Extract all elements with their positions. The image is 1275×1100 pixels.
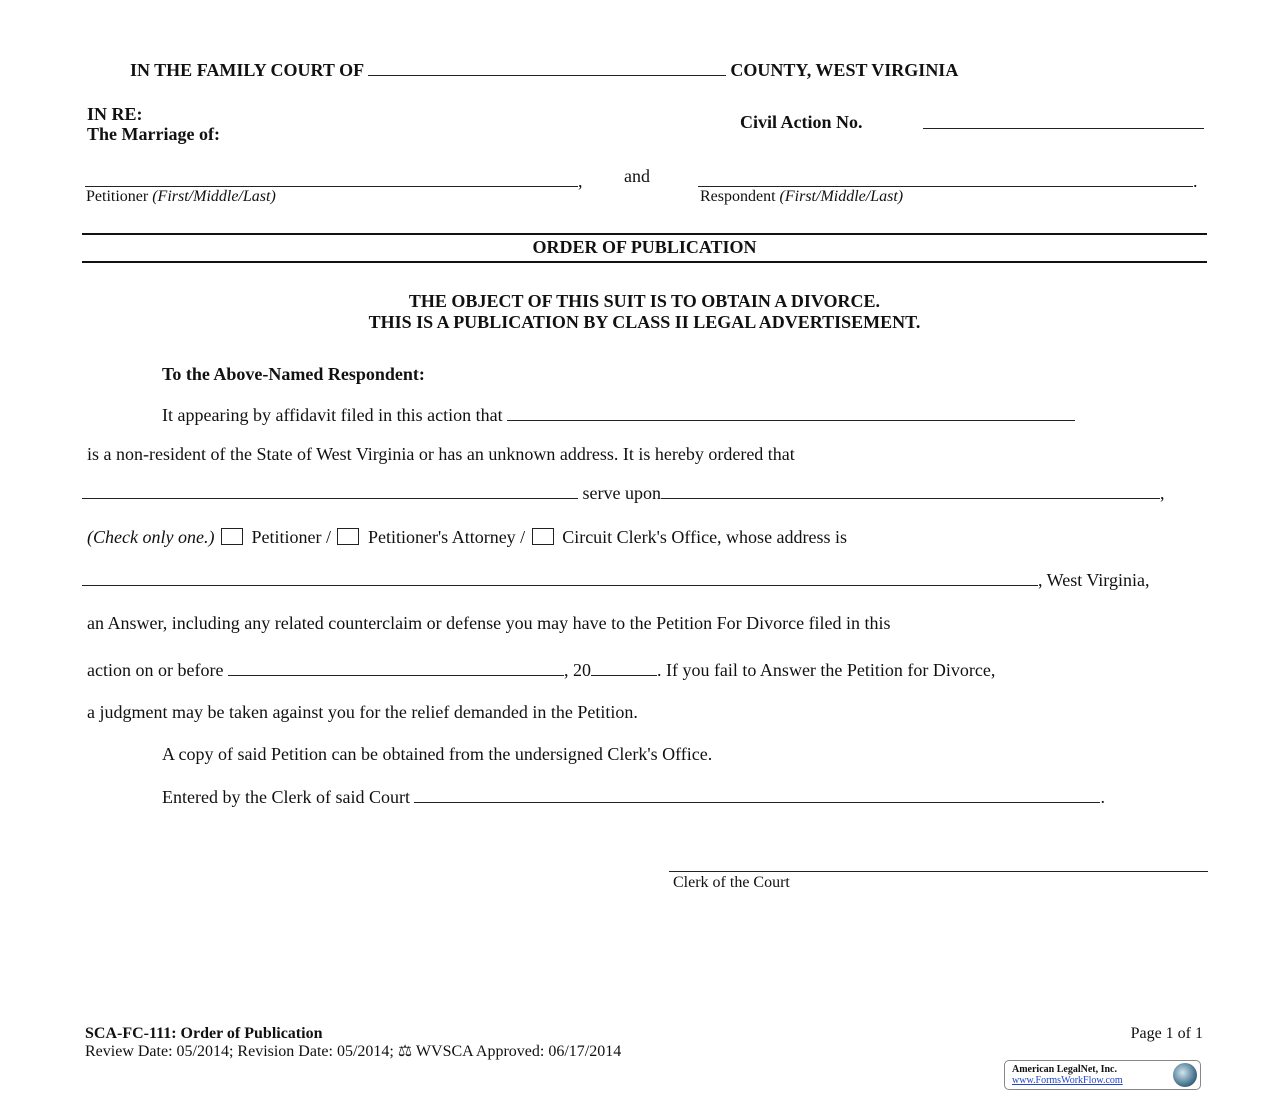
paragraph-7: Entered by the Clerk of said Court . (162, 787, 1105, 807)
county-field[interactable] (368, 59, 726, 76)
entered-field[interactable] (414, 786, 1100, 803)
answer-year-field[interactable] (591, 659, 657, 676)
paragraph-3: an Answer, including any related counterclaim or defense you may have to the Petition For Divorce filed in this (87, 613, 891, 633)
civil-action-label: Civil Action No. (740, 112, 863, 132)
document-title: ORDER OF PUBLICATION (532, 237, 757, 257)
divider-top (82, 233, 1207, 235)
check-line: (Check only one.) Petitioner / Petitioner's Attorney / Circuit Clerk's Office, whose address is (87, 527, 848, 547)
signature-label: Clerk of the Court (673, 874, 790, 891)
checkbox-petitioner[interactable] (221, 528, 243, 545)
civil-action-field[interactable] (923, 112, 1204, 129)
in-re: IN RE: (87, 104, 143, 124)
respondent-name-field[interactable] (698, 170, 1193, 187)
form-id: SCA-FC-111: Order of Publication (85, 1025, 323, 1042)
review-dates: Review Date: 05/2014; Revision Date: 05/2014; ⚖ WVSCA Approved: 06/17/2014 (85, 1043, 622, 1060)
checkbox-clerk[interactable] (532, 528, 554, 545)
marriage-of: The Marriage of: (87, 124, 220, 144)
paragraph-4: action on or before , 20 . If you fail to Answer the Petition for Divorce, (87, 660, 996, 680)
globe-icon (1173, 1063, 1197, 1087)
paragraph-1: It appearing by affidavit filed in this action that (162, 404, 1075, 425)
scales-icon: ⚖ (397, 1043, 413, 1060)
court-suffix: COUNTY, WEST VIRGINIA (730, 60, 959, 80)
paragraph-5: a judgment may be taken against you for the relief demanded in the Petition. (87, 702, 638, 722)
court-prefix: IN THE FAMILY COURT OF (130, 60, 364, 80)
address-line: , West Virginia, (82, 569, 1149, 590)
divider-bottom (82, 261, 1207, 263)
logo-link[interactable]: www.FormsWorkFlow.com (1012, 1075, 1123, 1086)
page-number: Page 1 of 1 (1130, 1025, 1203, 1042)
and-label: and (624, 166, 650, 186)
notice-line-2: THIS IS A PUBLICATION BY CLASS II LEGAL ADVERTISEMENT. (368, 312, 921, 332)
answer-date-field[interactable] (228, 659, 564, 676)
serve-upon-field[interactable] (661, 482, 1160, 499)
respondent-label: Respondent (First/Middle/Last) (700, 188, 904, 205)
american-legalnet-logo[interactable]: American LegalNet, Inc. www.FormsWorkFlow.com (1004, 1060, 1201, 1090)
address-field[interactable] (82, 569, 1038, 586)
court-header (130, 59, 958, 80)
petitioner-name-field[interactable] (85, 170, 578, 187)
salutation: To the Above-Named Respondent: (162, 364, 425, 384)
paragraph-6: A copy of said Petition can be obtained from the undersigned Clerk's Office. (162, 744, 713, 764)
check-hint: (Check only one.) (87, 527, 215, 547)
paragraph-2: is a non-resident of the State of West Virginia or has an unknown address. It is hereby ordered that (87, 444, 795, 464)
serve-line: serve upon , (82, 482, 1164, 503)
signature-line[interactable] (669, 871, 1208, 872)
petitioner-label: Petitioner (First/Middle/Last) (86, 188, 276, 205)
notice-line-1: THE OBJECT OF THIS SUIT IS TO OBTAIN A DIVORCE. (408, 291, 881, 311)
checkbox-attorney[interactable] (337, 528, 359, 545)
affidavit-name-field[interactable] (507, 404, 1075, 421)
server-field[interactable] (82, 482, 578, 499)
